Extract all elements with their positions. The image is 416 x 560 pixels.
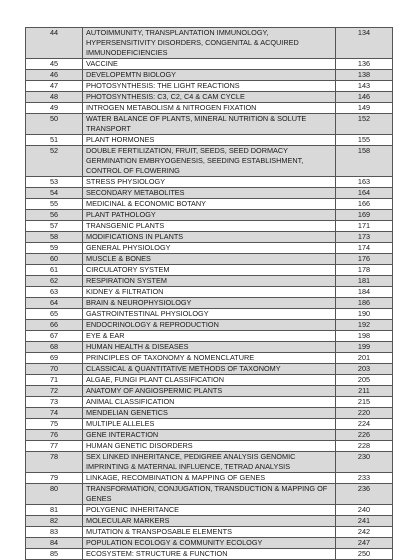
table-row [26, 243, 393, 254]
table-row [26, 353, 393, 364]
chapter-number: 68 [26, 342, 83, 353]
chapter-number: 60 [26, 254, 83, 265]
chapter-number: 58 [26, 232, 83, 243]
page-number: 186 [336, 298, 393, 309]
page-number: 152 [336, 114, 393, 135]
chapter-title: DEVELOPEMTN BIOLOGY [83, 70, 336, 81]
page-number: 226 [336, 430, 393, 441]
chapter-title: TRANSGENIC PLANTS [83, 221, 336, 232]
chapter-number: 44 [26, 28, 83, 59]
table-of-contents [25, 27, 393, 560]
page-number: 166 [336, 199, 393, 210]
table-row [26, 441, 393, 452]
chapter-title: ANIMAL CLASSIFICATION [83, 397, 336, 408]
chapter-number: 66 [26, 320, 83, 331]
chapter-title: ENDOCRINOLOGY & REPRODUCTION [83, 320, 336, 331]
chapter-number: 78 [26, 452, 83, 473]
chapter-number: 55 [26, 199, 83, 210]
page-number: 211 [336, 386, 393, 397]
chapter-number: 82 [26, 516, 83, 527]
chapter-title: PLANT HORMONES [83, 135, 336, 146]
table-row [26, 331, 393, 342]
chapter-title: LINKAGE, RECOMBINATION & MAPPING OF GENES [83, 473, 336, 484]
chapter-title: MOLECULAR MARKERS [83, 516, 336, 527]
table-row [26, 146, 393, 177]
page-number: 203 [336, 364, 393, 375]
page-number: 205 [336, 375, 393, 386]
table-row [26, 221, 393, 232]
page-number: 158 [336, 146, 393, 177]
chapter-number: 64 [26, 298, 83, 309]
chapter-number: 61 [26, 265, 83, 276]
chapter-number: 81 [26, 505, 83, 516]
chapter-title: POPULATION ECOLOGY & COMMUNITY ECOLOGY [83, 538, 336, 549]
table-row [26, 549, 393, 560]
table-row [26, 538, 393, 549]
table-row [26, 505, 393, 516]
page-number: 198 [336, 331, 393, 342]
chapter-number: 73 [26, 397, 83, 408]
page-number: 136 [336, 59, 393, 70]
table-row [26, 430, 393, 441]
table-row [26, 320, 393, 331]
table-row [26, 177, 393, 188]
chapter-title: RESPIRATION SYSTEM [83, 276, 336, 287]
chapter-number: 47 [26, 81, 83, 92]
chapter-number: 72 [26, 386, 83, 397]
table-row [26, 452, 393, 473]
page-number: 215 [336, 397, 393, 408]
chapter-title: MUSCLE & BONES [83, 254, 336, 265]
chapter-number: 75 [26, 419, 83, 430]
table-row [26, 516, 393, 527]
table-row [26, 254, 393, 265]
chapter-title: MEDICINAL & ECONOMIC BOTANY [83, 199, 336, 210]
chapter-title: GASTROINTESTINAL PHYSIOLOGY [83, 309, 336, 320]
chapter-number: 62 [26, 276, 83, 287]
chapter-title: DOUBLE FERTILIZATION, FRUIT, SEEDS, SEED DORMACY GERMINATION EMBRYOGENESIS, SEEDING ESTABLISHMENT, CONTROL OF FLOWERING [83, 146, 336, 177]
table-row [26, 309, 393, 320]
chapter-number: 67 [26, 331, 83, 342]
page-number: 241 [336, 516, 393, 527]
chapter-number: 51 [26, 135, 83, 146]
chapter-number: 65 [26, 309, 83, 320]
chapter-title: WATER BALANCE OF PLANTS, MINERAL NUTRITION & SOLUTE TRANSPORT [83, 114, 336, 135]
chapter-title: MUTATION & TRANSPOSABLE ELEMENTS [83, 527, 336, 538]
chapter-title: MENDELIAN GENETICS [83, 408, 336, 419]
table-row [26, 114, 393, 135]
chapter-number: 54 [26, 188, 83, 199]
chapter-title: SEX LINKED INHERITANCE, PEDIGREE ANALYSIS GENOMIC IMPRINTING & MATERNAL INFLUENCE, TETRAD ANALYSIS [83, 452, 336, 473]
page-number: 236 [336, 484, 393, 505]
table-row [26, 59, 393, 70]
page-number: 143 [336, 81, 393, 92]
chapter-number: 45 [26, 59, 83, 70]
table-row [26, 232, 393, 243]
page-number: 192 [336, 320, 393, 331]
chapter-number: 63 [26, 287, 83, 298]
page-number: 176 [336, 254, 393, 265]
page-number: 199 [336, 342, 393, 353]
chapter-number: 49 [26, 103, 83, 114]
table-row [26, 342, 393, 353]
table-row [26, 484, 393, 505]
page-number: 174 [336, 243, 393, 254]
chapter-title: ECOSYSTEM: STRUCTURE & FUNCTION [83, 549, 336, 560]
table-row [26, 287, 393, 298]
table-row [26, 473, 393, 484]
table-row [26, 298, 393, 309]
chapter-title: PHOTOSYNTHESIS: THE LIGHT REACTIONS [83, 81, 336, 92]
table-row [26, 408, 393, 419]
chapter-number: 46 [26, 70, 83, 81]
page-number: 169 [336, 210, 393, 221]
page-number: 224 [336, 419, 393, 430]
table-row [26, 210, 393, 221]
table-row [26, 103, 393, 114]
page-number: 181 [336, 276, 393, 287]
table-row [26, 81, 393, 92]
table-row [26, 419, 393, 430]
page-number: 164 [336, 188, 393, 199]
chapter-title: PRINCIPLES OF TAXONOMY & NOMENCLATURE [83, 353, 336, 364]
table-row [26, 188, 393, 199]
page-number: 247 [336, 538, 393, 549]
chapter-number: 76 [26, 430, 83, 441]
chapter-number: 77 [26, 441, 83, 452]
table-row [26, 364, 393, 375]
page-number: 138 [336, 70, 393, 81]
chapter-number: 53 [26, 177, 83, 188]
chapter-title: CLASSICAL & QUANTITATIVE METHODS OF TAXONOMY [83, 364, 336, 375]
chapter-number: 48 [26, 92, 83, 103]
page-number: 171 [336, 221, 393, 232]
chapter-title: EYE & EAR [83, 331, 336, 342]
table-row [26, 92, 393, 103]
table-row [26, 199, 393, 210]
table-row [26, 386, 393, 397]
chapter-title: BRAIN & NEUROPHYSIOLOGY [83, 298, 336, 309]
chapter-number: 52 [26, 146, 83, 177]
chapter-title: STRESS PHYSIOLOGY [83, 177, 336, 188]
page-number: 178 [336, 265, 393, 276]
chapter-title: GENE INTERACTION [83, 430, 336, 441]
page-number: 250 [336, 549, 393, 560]
table-row [26, 276, 393, 287]
chapter-title: HUMAN GENETIC DISORDERS [83, 441, 336, 452]
chapter-number: 56 [26, 210, 83, 221]
page-number: 233 [336, 473, 393, 484]
chapter-title: AUTOIMMUNITY, TRANSPLANTATION IMMUNOLOGY, HYPERSENSITIVITY DISORDERS, CONGENITAL & ACQUIRED IMMUNODEFICIENCIES [83, 28, 336, 59]
page-number: 146 [336, 92, 393, 103]
chapter-title: KIDNEY & FILTRATION [83, 287, 336, 298]
chapter-title: VACCINE [83, 59, 336, 70]
page-number: 220 [336, 408, 393, 419]
page-number: 230 [336, 452, 393, 473]
table-row [26, 70, 393, 81]
chapter-title: POLYGENIC INHERITANCE [83, 505, 336, 516]
toc-body [26, 28, 393, 560]
chapter-number: 79 [26, 473, 83, 484]
table-row [26, 527, 393, 538]
chapter-title: HUMAN HEALTH & DISEASES [83, 342, 336, 353]
page-number: 201 [336, 353, 393, 364]
page-number: 134 [336, 28, 393, 59]
table-row [26, 397, 393, 408]
chapter-number: 71 [26, 375, 83, 386]
table-row [26, 375, 393, 386]
chapter-number: 69 [26, 353, 83, 364]
chapter-number: 80 [26, 484, 83, 505]
chapter-title: MULTIPLE ALLELES [83, 419, 336, 430]
page-number: 228 [336, 441, 393, 452]
page-number: 173 [336, 232, 393, 243]
page-number: 242 [336, 527, 393, 538]
page-number: 190 [336, 309, 393, 320]
chapter-title: TRANSFORMATION, CONJUGATION, TRANSDUCTION & MAPPING OF GENES [83, 484, 336, 505]
chapter-number: 70 [26, 364, 83, 375]
chapter-number: 83 [26, 527, 83, 538]
chapter-number: 74 [26, 408, 83, 419]
chapter-number: 59 [26, 243, 83, 254]
chapter-title: CIRCULATORY SYSTEM [83, 265, 336, 276]
chapter-title: ALGAE, FUNGI PLANT CLASSIFICATION [83, 375, 336, 386]
table-row [26, 265, 393, 276]
page-number: 184 [336, 287, 393, 298]
chapter-number: 85 [26, 549, 83, 560]
chapter-title: SECONDARY METABOLITES [83, 188, 336, 199]
chapter-title: PHOTOSYNTHESIS: C3, C2, C4 & CAM CYCLE [83, 92, 336, 103]
chapter-number: 57 [26, 221, 83, 232]
table-row [26, 28, 393, 59]
chapter-title: INTROGEN METABOLISM & NITROGEN FIXATION [83, 103, 336, 114]
page-number: 149 [336, 103, 393, 114]
chapter-title: PLANT PATHOLOGY [83, 210, 336, 221]
chapter-title: ANATOMY OF ANGIOSPERMIC PLANTS [83, 386, 336, 397]
page-number: 240 [336, 505, 393, 516]
chapter-title: GENERAL PHYSIOLOGY [83, 243, 336, 254]
page-number: 163 [336, 177, 393, 188]
chapter-number: 84 [26, 538, 83, 549]
page-number: 155 [336, 135, 393, 146]
chapter-title: MODIFICATIONS IN PLANTS [83, 232, 336, 243]
chapter-number: 50 [26, 114, 83, 135]
table-row [26, 135, 393, 146]
